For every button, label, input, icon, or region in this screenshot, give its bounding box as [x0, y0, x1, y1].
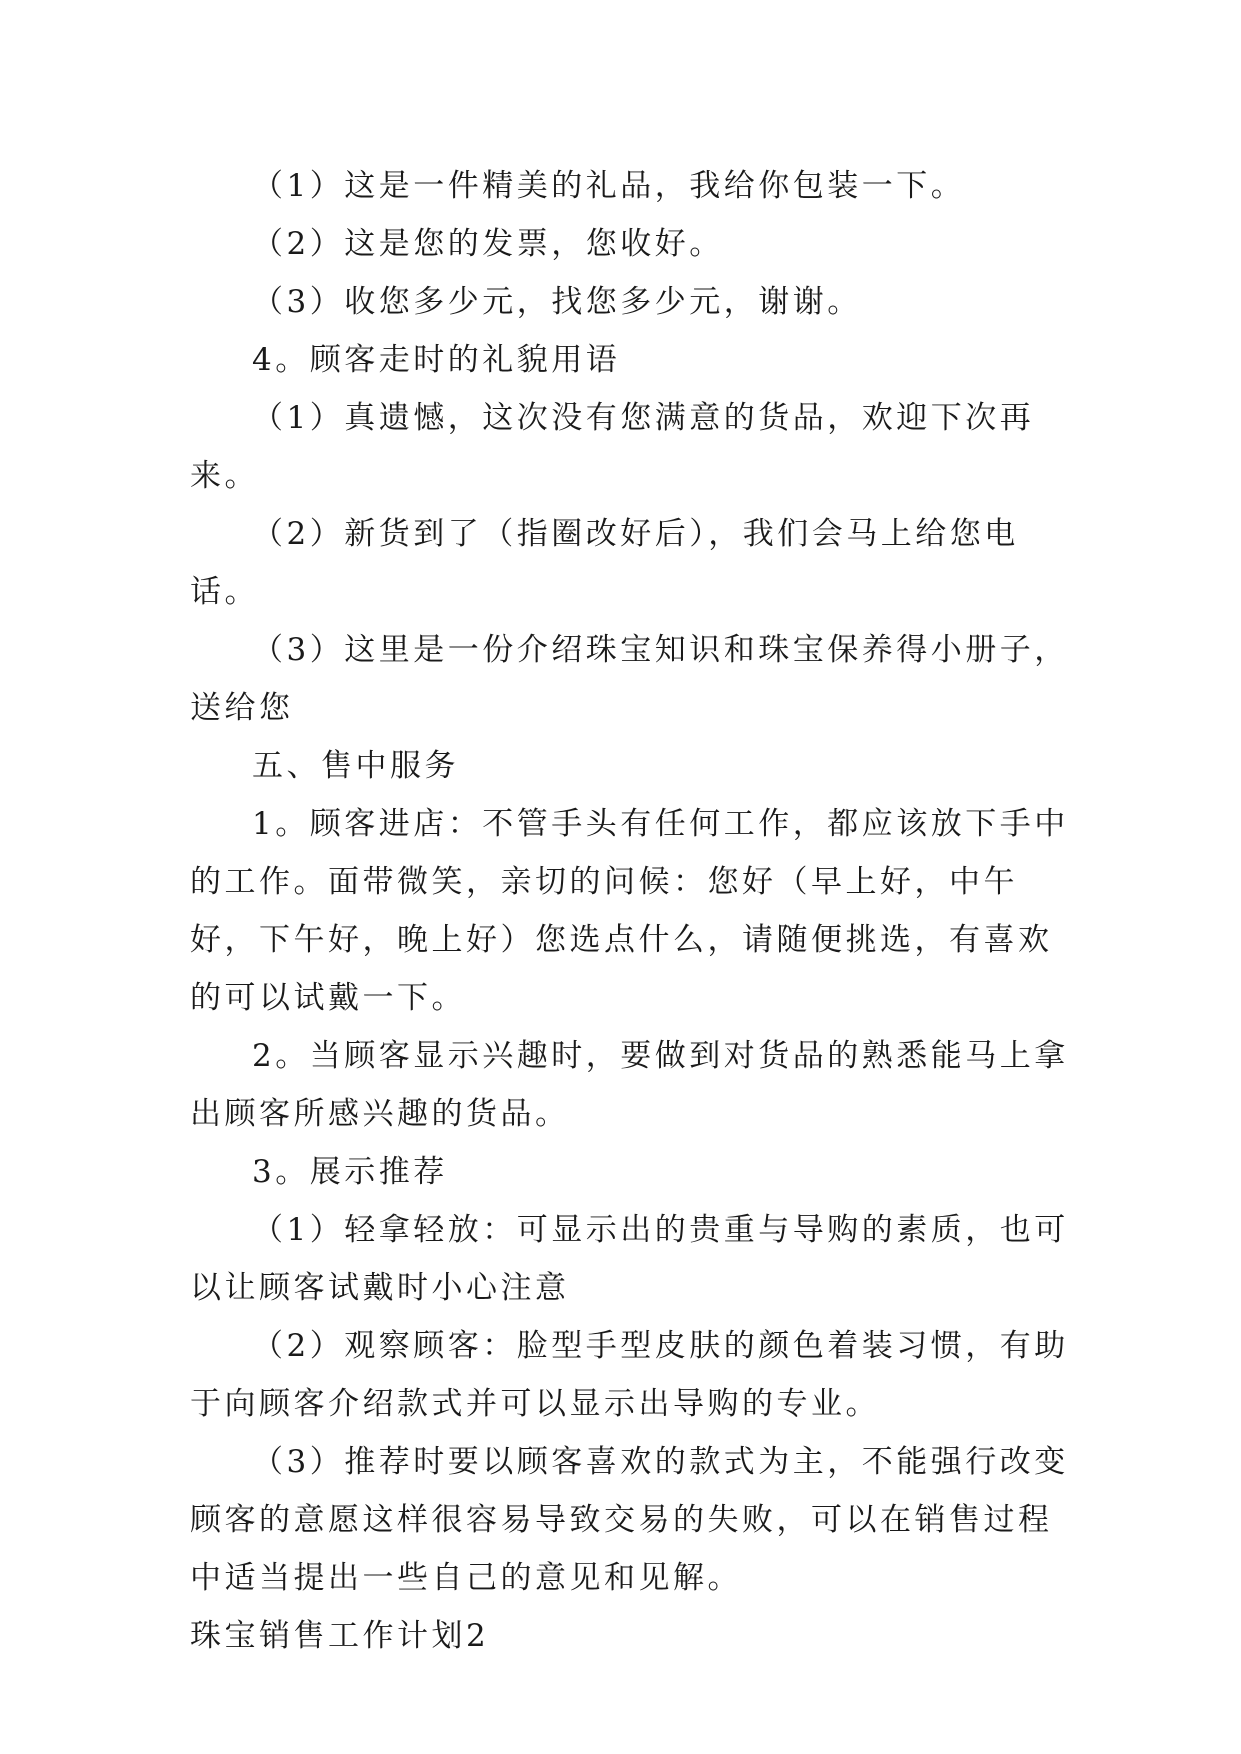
- paragraph-gift-wrap: （1）这是一件精美的礼品，我给你包装一下。: [252, 168, 966, 204]
- paragraph-customer-enters: 1。顾客进店：不管手头有任何工作，都应该放下手中的工作。面带微笑，亲切的问候：您好（早上好，中午好，下午好，晚上好）您选点什么，请随便挑选，有喜欢的可以试戴一下。: [190, 806, 1069, 1016]
- paragraph-observe-customer: （2）观察顾客：脸型手型皮肤的颜色着装习惯，有助于向顾客介绍款式并可以显示出导购的专业。: [190, 1328, 1069, 1422]
- paragraph-invoice: （2）这是您的发票，您收好。: [252, 226, 724, 262]
- paragraph-new-goods: （2）新货到了（指圈改好后），我们会马上给您电话。: [190, 516, 1019, 610]
- paragraph-booklet: （3）这里是一份介绍珠宝知识和珠宝保养得小册子，送给您: [190, 632, 1069, 726]
- paragraph-handle-gently: （1）轻拿轻放：可显示出的贵重与导购的素质，也可以让顾客试戴时小心注意: [190, 1212, 1069, 1306]
- document-body: [190, 157, 1070, 1665]
- paragraph-regret: （1）真遗憾，这次没有您满意的货品，欢迎下次再来。: [190, 400, 1035, 494]
- heading-in-sale-service: 五、售中服务: [252, 748, 459, 784]
- paragraph-customer-interest: 2。当顾客显示兴趣时，要做到对货品的熟悉能马上拿出顾客所感兴趣的货品。: [190, 1038, 1069, 1132]
- section-title-plan-2: 珠宝销售工作计划2: [190, 1618, 490, 1654]
- heading-farewell-phrases: 4。顾客走时的礼貌用语: [252, 342, 621, 378]
- paragraph-change: （3）收您多少元，找您多少元，谢谢。: [252, 284, 862, 320]
- heading-display-recommend: 3。展示推荐: [252, 1154, 448, 1190]
- paragraph-recommend-style: （3）推荐时要以顾客喜欢的款式为主，不能强行改变顾客的意愿这样很容易导致交易的失败，可以在销售过程中适当提出一些自己的意见和见解。: [190, 1444, 1069, 1596]
